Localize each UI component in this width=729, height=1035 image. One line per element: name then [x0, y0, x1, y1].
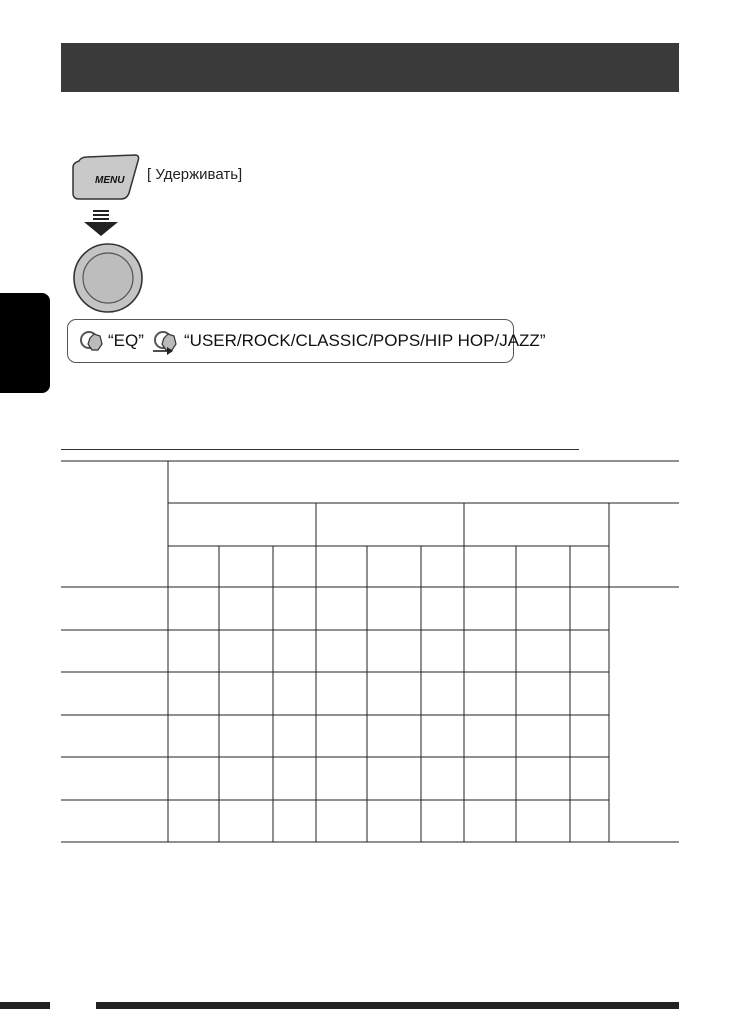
footer-bar-left [0, 1002, 50, 1009]
footer-bar-right [96, 1002, 679, 1009]
menu-button-label: MENU [95, 175, 125, 186]
hold-label: [ Удерживать] [147, 166, 243, 183]
eq-label: “EQ” [108, 331, 144, 350]
eq-options: “USER/ROCK/CLASSIC/POPS/HIP HOP/JAZZ” [184, 331, 546, 350]
